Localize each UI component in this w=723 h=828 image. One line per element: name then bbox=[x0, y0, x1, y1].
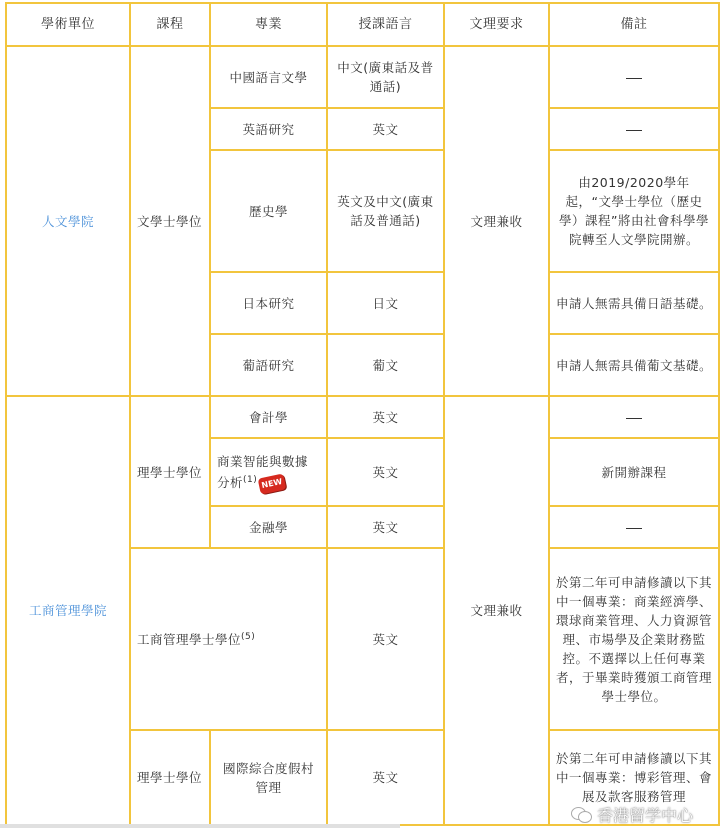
header-remark: 備註 bbox=[549, 3, 719, 46]
programme-table bbox=[5, 2, 720, 826]
language-cell: 英文 bbox=[327, 506, 444, 548]
header-language: 授課語言 bbox=[327, 3, 444, 46]
header-course: 課程 bbox=[130, 3, 210, 46]
watermark bbox=[571, 800, 693, 828]
degree-bba bbox=[130, 548, 327, 730]
language-cell: 葡文 bbox=[327, 334, 444, 396]
language-cell: 英文 bbox=[327, 438, 444, 506]
major-cell: 歷史學 bbox=[210, 150, 327, 272]
remark-cell bbox=[549, 396, 719, 438]
remark-cell bbox=[549, 46, 719, 108]
remark-cell: 由2019/2020學年起，“文學士學位（歷史學）課程”將由社會科學學院轉至人文學院開辦。 bbox=[549, 150, 719, 272]
header-major: 專業 bbox=[210, 3, 327, 46]
major-cell: 英語研究 bbox=[210, 108, 327, 150]
watermark-text: 香港留学中心 bbox=[596, 805, 693, 825]
remark-cell: 於第二年可申請修讀以下其中一個專業：商業經濟學、環球商業管理、人力資源管理、市場學及企業財務監控。不選擇以上任何專業者，于畢業時獲頒工商管理學士學位。 bbox=[549, 548, 719, 730]
degree-ba: 文學士學位 bbox=[130, 46, 210, 396]
major-footnote: (1) bbox=[243, 474, 258, 485]
major-cell bbox=[210, 438, 327, 506]
major-cell: 金融學 bbox=[210, 506, 327, 548]
wechat-icon bbox=[571, 805, 593, 823]
language-cell: 英文 bbox=[327, 730, 444, 825]
dash-icon bbox=[626, 78, 642, 79]
dash-icon bbox=[626, 130, 642, 131]
requirement-business: 文理兼收 bbox=[444, 396, 549, 825]
remark-cell: 申請人無需具備日語基礎。 bbox=[549, 272, 719, 334]
major-cell: 葡語研究 bbox=[210, 334, 327, 396]
dash-icon bbox=[626, 528, 642, 529]
remark-cell bbox=[549, 108, 719, 150]
faculty-business[interactable]: 工商管理學院 bbox=[6, 396, 130, 825]
header-requirement: 文理要求 bbox=[444, 3, 549, 46]
language-cell: 英文及中文(廣東話及普通話) bbox=[327, 150, 444, 272]
language-cell: 日文 bbox=[327, 272, 444, 334]
dash-icon bbox=[626, 418, 642, 419]
header-faculty: 學術單位 bbox=[6, 3, 130, 46]
remark-cell: 申請人無需具備葡文基礎。 bbox=[549, 334, 719, 396]
degree-bba-footnote: (5) bbox=[241, 632, 256, 643]
degree-bsc-2: 理學士學位 bbox=[130, 730, 210, 825]
remark-cell: 新開辦課程 bbox=[549, 438, 719, 506]
language-cell: 英文 bbox=[327, 108, 444, 150]
language-cell: 中文(廣東話及普通話) bbox=[327, 46, 444, 108]
new-badge-icon: NEW bbox=[258, 473, 287, 494]
major-cell: 日本研究 bbox=[210, 272, 327, 334]
table-row bbox=[6, 396, 719, 438]
major-cell: 會計學 bbox=[210, 396, 327, 438]
horizontal-scrollbar[interactable] bbox=[0, 824, 400, 828]
language-cell: 英文 bbox=[327, 548, 444, 730]
degree-bba-label: 工商管理學士學位 bbox=[137, 632, 242, 648]
table-row bbox=[6, 46, 719, 108]
remark-cell: 於第二年可申請修讀以下其中一個專業：博彩管理、會展及款客服務管理 bbox=[549, 730, 719, 825]
major-cell: 國際綜合度假村管理 bbox=[210, 730, 327, 825]
degree-bsc: 理學士學位 bbox=[130, 396, 210, 548]
header-row bbox=[6, 3, 719, 46]
remark-cell bbox=[549, 506, 719, 548]
major-cell: 中國語言文學 bbox=[210, 46, 327, 108]
language-cell: 英文 bbox=[327, 396, 444, 438]
major-label: 商業智能與數據分析 bbox=[217, 453, 309, 491]
requirement-humanities: 文理兼收 bbox=[444, 46, 549, 396]
faculty-humanities[interactable]: 人文學院 bbox=[6, 46, 130, 396]
